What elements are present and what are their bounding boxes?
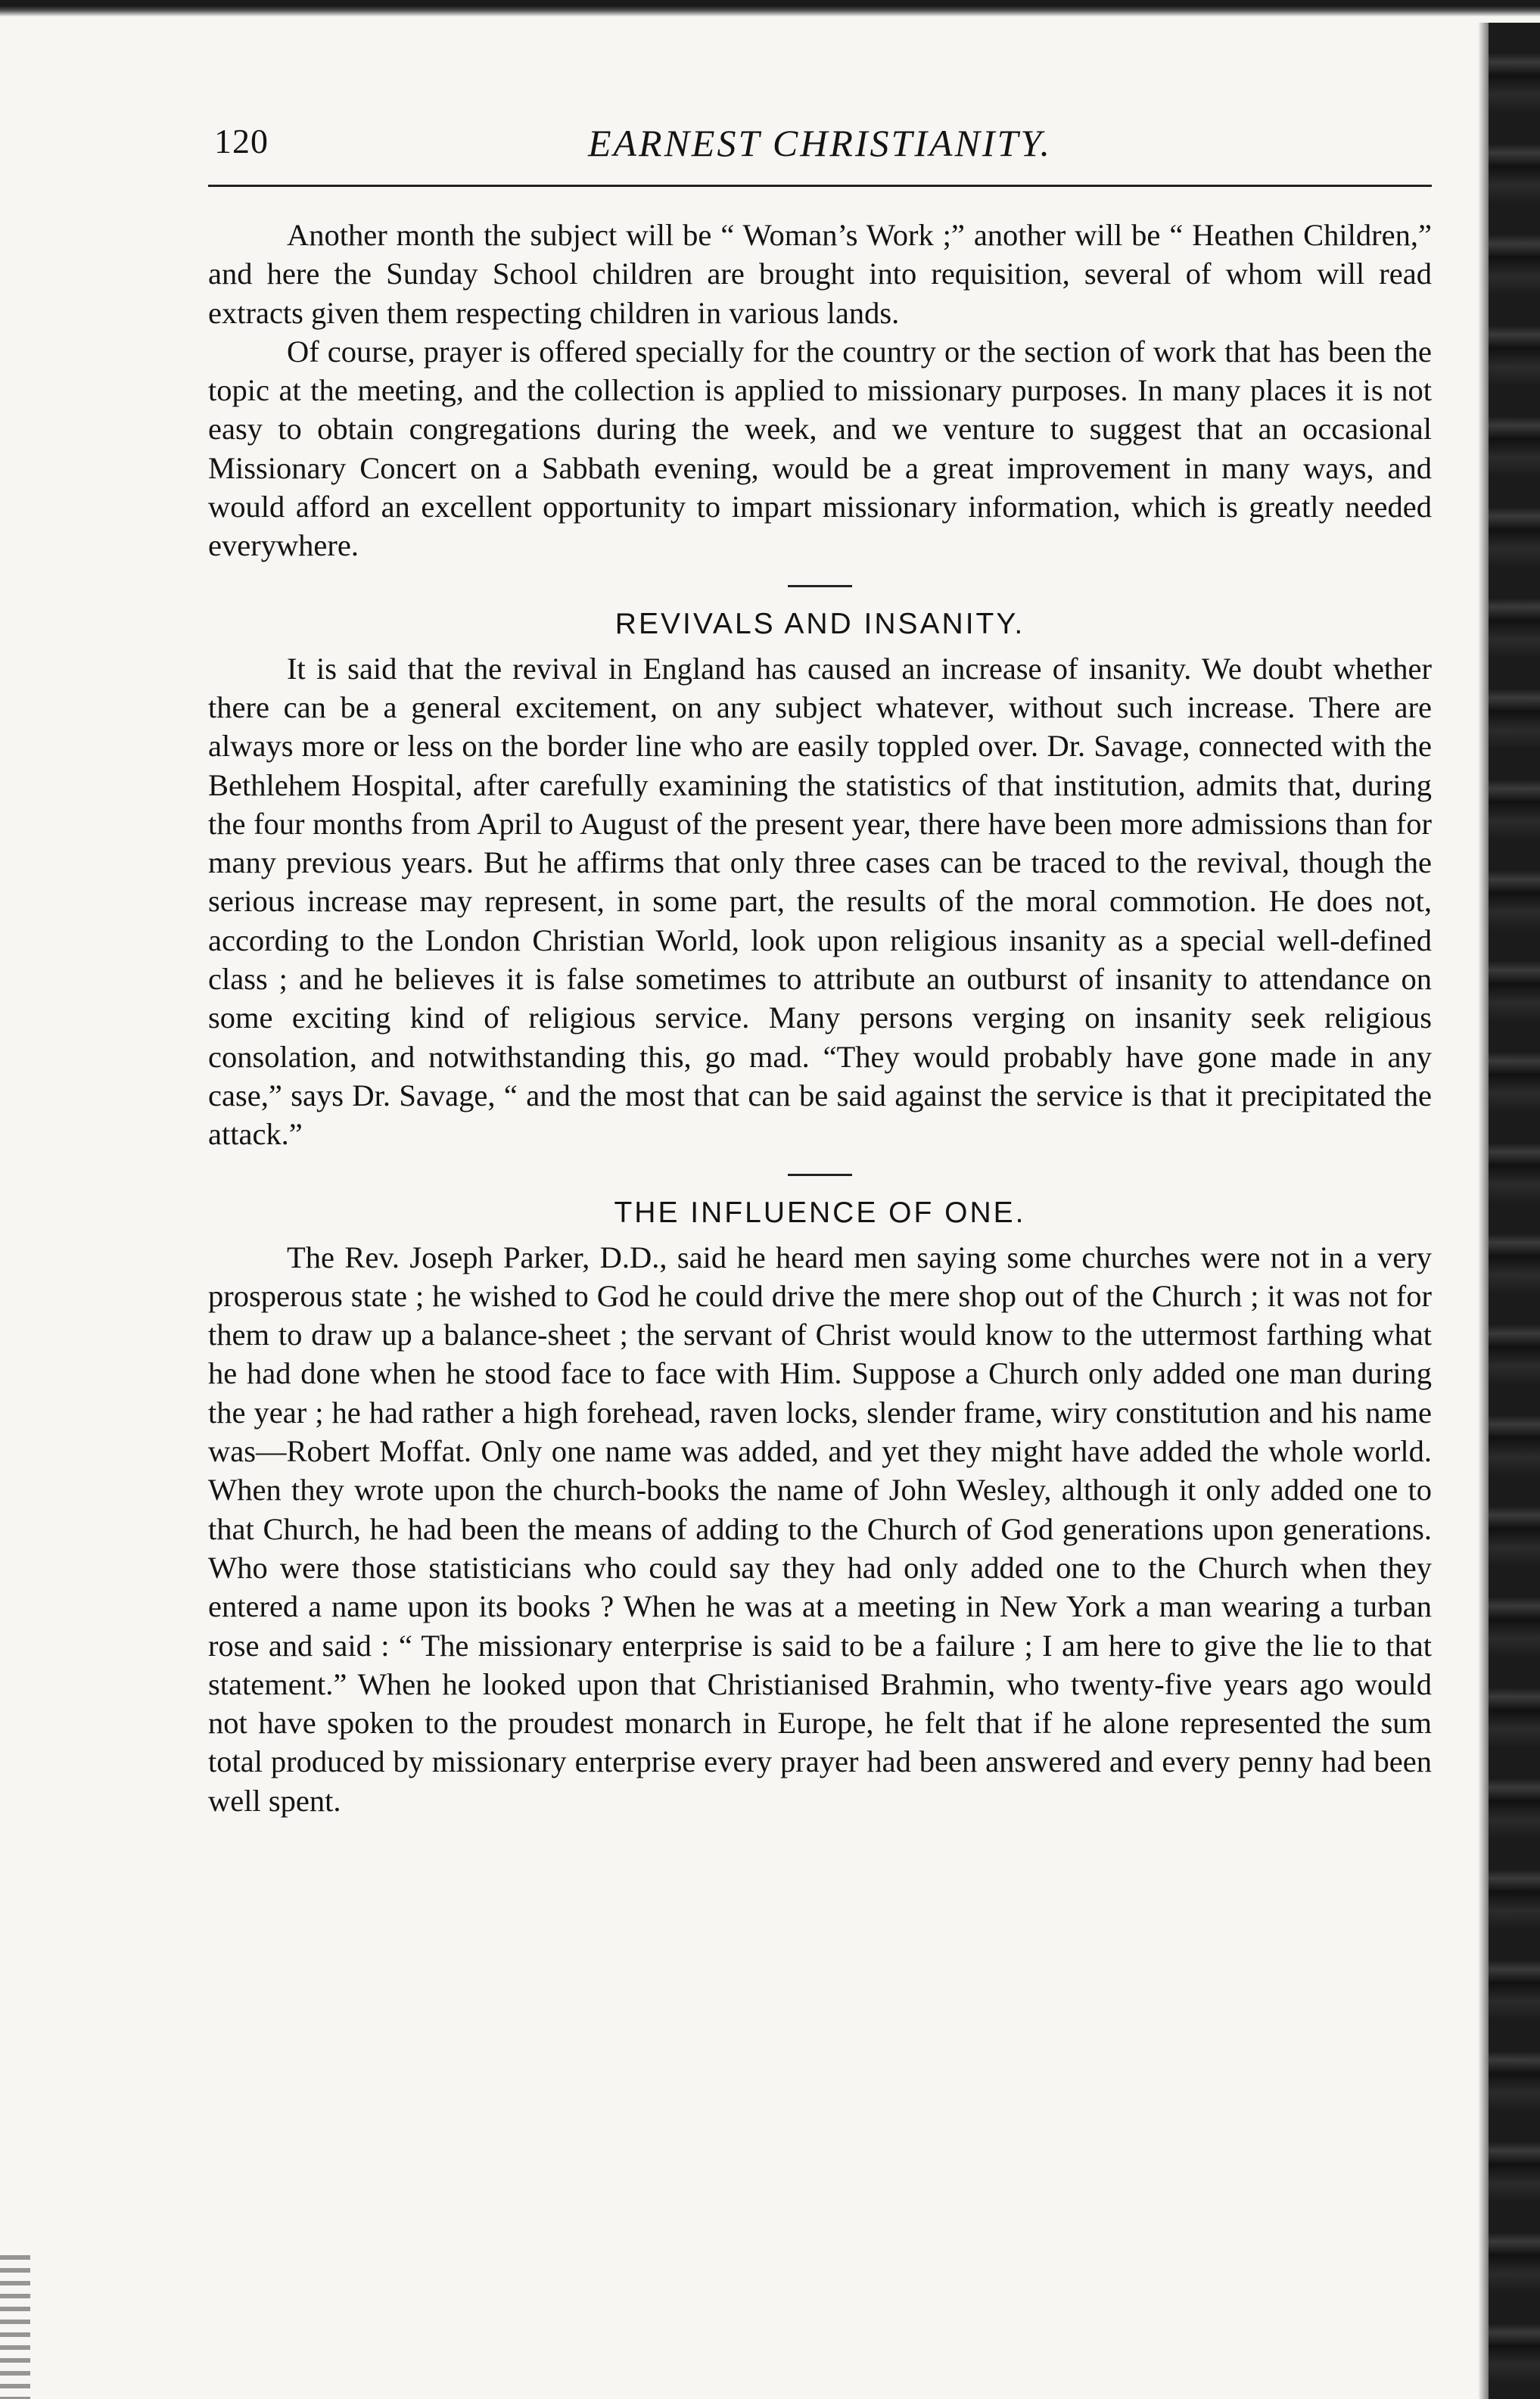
- section-divider: [788, 1174, 852, 1176]
- page-number: 120: [214, 122, 269, 160]
- section-heading-influence: THE INFLUENCE OF ONE.: [614, 1196, 1026, 1229]
- section-heading-revivals: REVIVALS AND INSANITY.: [614, 607, 1025, 640]
- paragraph-revivals: It is said that the revival in England has caused an increase of insanity. We doubt whether there can be a general excitement, on any subject whatever, without such increase. There are always more or less on the border line who are easily toppled over. Dr. Savage, connected with the Bethlehem Hospital, after carefully examining the statistics of that institution, admits that, during the four months from April to August of the present year, there have been more admissions than for many previous years. But he affirms that only three cases can be traced to the revival, though the serious increase may represent, in some part, the results of the moral commotion. He does not, according to the London Christian World, look upon religious insanity as a special well-defined class ; and he believes it is false sometimes to attribute an outburst of insanity to attendance on some exciting kind of religious service. Many persons verging on insanity seek religious consolation, and notwithstanding this, go mad. “They would probably have gone made in any case,” says Dr. Savage, “ and the most that can be said against the service is that it precipitated the attack.”: [208, 651, 1432, 1152]
- book-page: [208, 114, 1432, 1820]
- running-title: EARNEST CHRISTIANITY.: [587, 122, 1053, 164]
- page-body: [208, 216, 1432, 1820]
- paragraph-womans-work: Another month the subject will be “ Woman’s Work ;” another will be “ Heathen Children,” and here the Sunday School children are brought into requisition, several of whom will read extracts given them respecting children in various lands.: [208, 218, 1432, 330]
- scan-binding-edge: [1489, 23, 1540, 2399]
- section-divider: [788, 585, 852, 587]
- running-head: [208, 114, 1432, 174]
- header-rule: [208, 185, 1432, 187]
- paragraph-prayer: Of course, prayer is offered specially for the country or the section of work that has been the topic at the meeting, and the collection is applied to missionary purposes. In many places it is not easy to obtain congregations during the week, and we venture to suggest that an occasional Missionary Concert on a Sabbath evening, would be a great improvement in many ways, and would afford an excellent opportunity to impart missionary information, which is greatly needed everywhere.: [208, 334, 1432, 563]
- scan-left-speckle: [0, 2255, 30, 2399]
- scan-top-edge: [0, 0, 1540, 17]
- paragraph-influence: The Rev. Joseph Parker, D.D., said he heard men saying some churches were not in a very prosperous state ; he wished to God he could drive the mere shop out of the Church ; it was not for them to draw up a balance-sheet ; the servant of Christ would know to the uttermost farthing what he had done when he stood face to face with Him. Suppose a Church only added one man during the year ; he had rather a high forehead, raven locks, slender frame, wiry constitution and his name was—Robert Moffat. Only one name was added, and yet they might have added the whole world. When they wrote upon the church-books the name of John Wesley, although it only added one to that Church, he had been the means of adding to the Church of God generations upon generations. Who were those statisticians who could say they had only added one to the Church when they entered a name upon its books ? When he was at a meeting in New York a man wearing a turban rose and said : “ The missionary enterprise is said to be a failure ; I am here to give the lie to that statement.” When he looked upon that Christianised Brahmin, who twenty-five years ago would not have spoken to the proudest monarch in Europe, he felt that if he alone represented the sum total produced by missionary enterprise every prayer had been answered and every penny had been well spent.: [208, 1240, 1432, 1818]
